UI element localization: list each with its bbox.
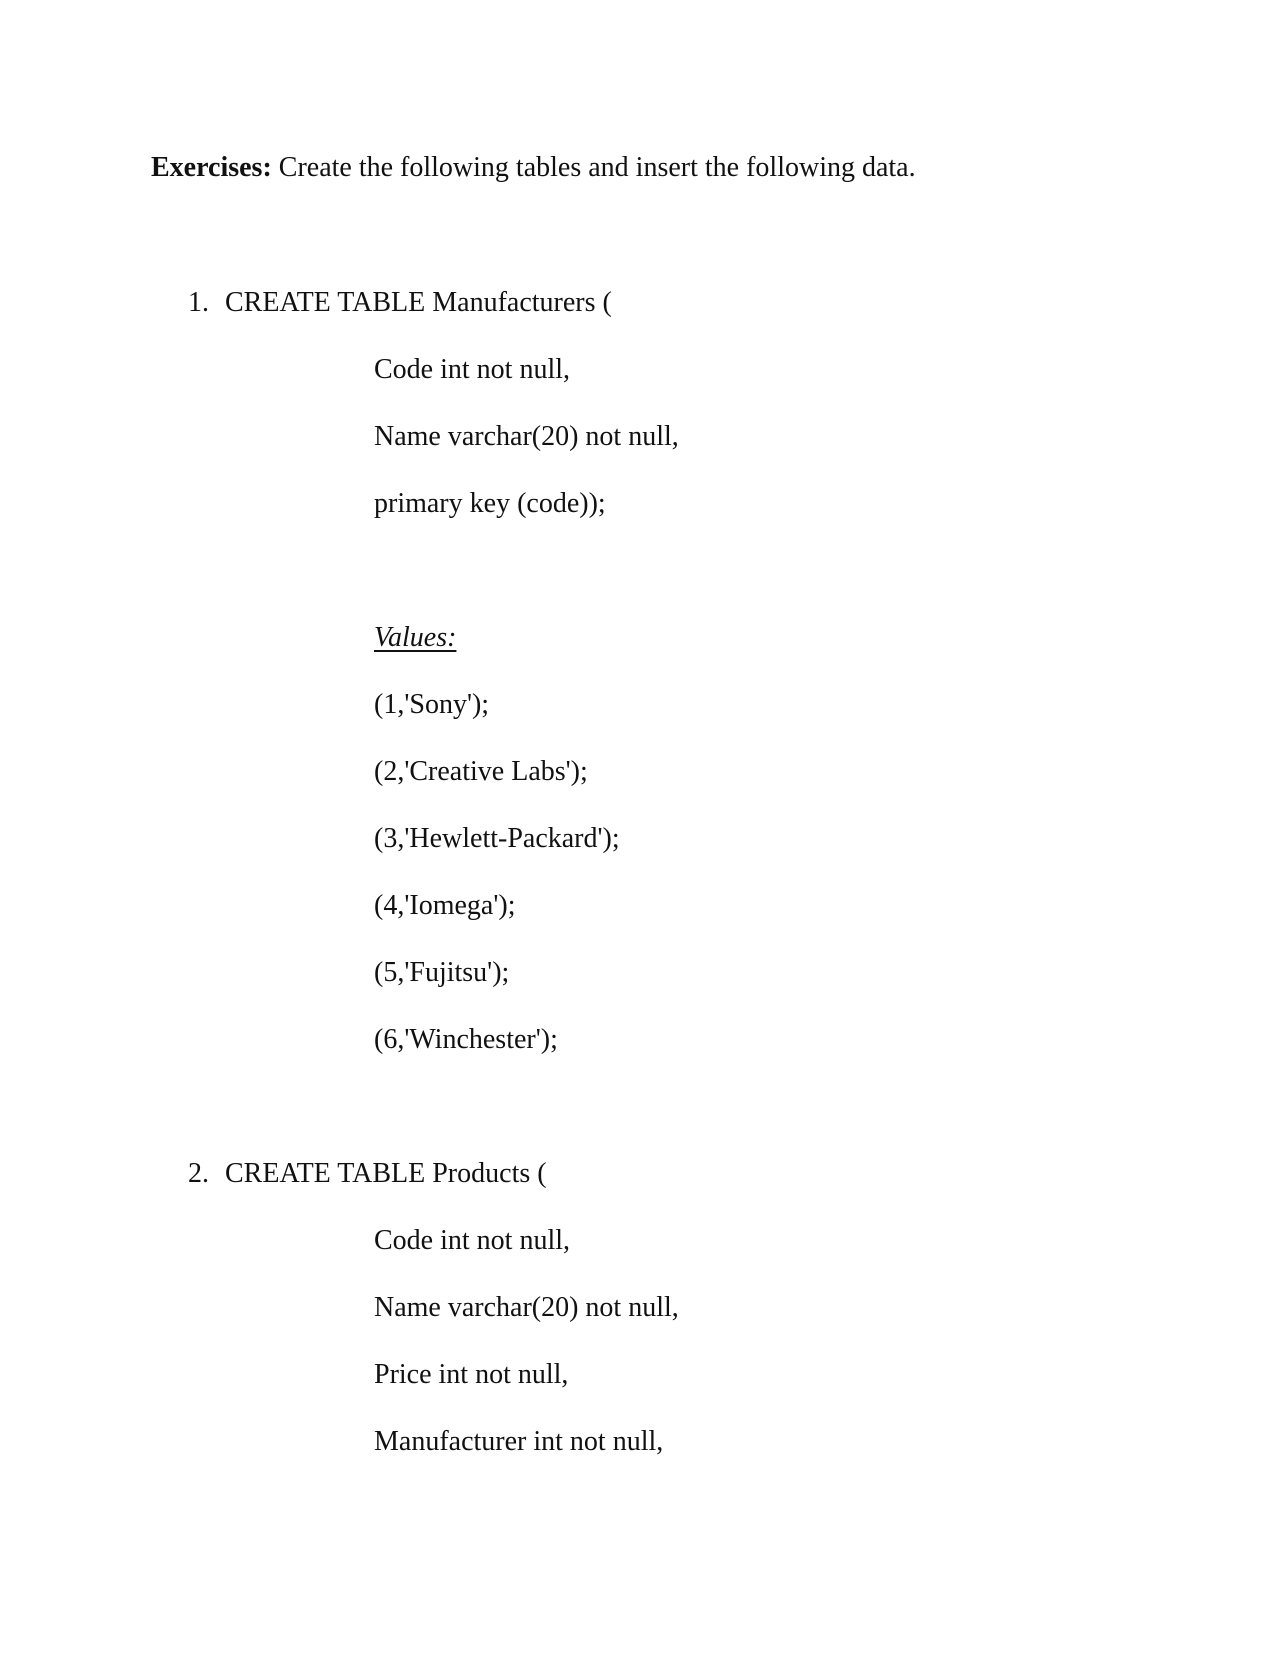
exercise-1-header [188,289,209,317]
value-row: (1,'Sony'); [374,689,490,720]
column-definition: Name varchar(20) not null, [374,1292,679,1323]
exercise-1-statement [225,289,612,317]
intro-line [151,154,916,182]
create-table-statement: CREATE TABLE Manufacturers ( [225,287,612,318]
column-definition: Code int not null, [374,1225,570,1256]
exercise-number: 2. [188,1158,209,1189]
value-row: (3,'Hewlett-Packard'); [374,823,620,854]
column-definition: Price int not null, [374,1359,569,1390]
value-row: (2,'Creative Labs'); [374,756,588,787]
exercises-heading: Exercises: [151,152,272,183]
exercise-2-statement [225,1160,547,1188]
value-row: (5,'Fujitsu'); [374,957,510,988]
column-definition: Manufacturer int not null, [374,1426,664,1457]
value-row: (4,'Iomega'); [374,890,516,921]
column-definition: primary key (code)); [374,488,606,519]
column-definition: Name varchar(20) not null, [374,421,679,452]
values-heading [374,624,456,652]
create-table-statement: CREATE TABLE Products ( [225,1158,547,1189]
column-definition: Code int not null, [374,354,570,385]
exercise-number: 1. [188,287,209,318]
value-row: (6,'Winchester'); [374,1024,558,1055]
values-label: Values: [374,622,457,653]
exercise-2-header [188,1160,209,1188]
intro-text: Create the following tables and insert the following data. [271,152,916,183]
